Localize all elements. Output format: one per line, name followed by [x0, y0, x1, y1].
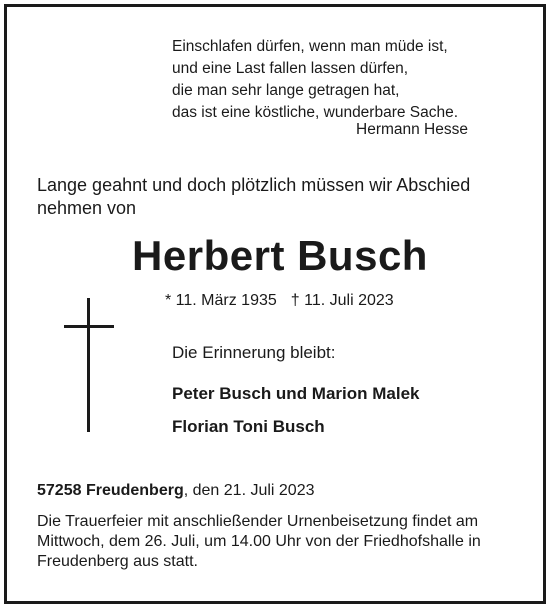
- notice-line: Die Trauerfeier mit anschließender Urnenbeisetzung findet am: [37, 513, 479, 530]
- death-date: † 11. Juli 2023: [290, 292, 394, 309]
- life-dates: [165, 292, 394, 310]
- intro-line: Lange geahnt und doch plötzlich müssen wir Abschied: [37, 175, 471, 195]
- notice-line: Freudenberg aus statt.: [37, 553, 198, 570]
- poem-line: das ist eine köstliche, wunderbare Sache.: [172, 104, 459, 121]
- place-date: [37, 482, 315, 500]
- memory-line: Die Erinnerung bleibt:: [172, 343, 336, 362]
- mourner-name: Florian Toni Busch: [172, 417, 325, 436]
- poem-line: Einschlafen dürfen, wenn man müde ist,: [172, 38, 448, 55]
- poem-line: die man sehr lange getragen hat,: [172, 82, 400, 99]
- intro-line: nehmen von: [37, 198, 137, 218]
- deceased-name: Herbert Busch: [132, 232, 428, 279]
- place-name: 57258 Freudenberg: [37, 482, 184, 499]
- mourner-name: Peter Busch und Marion Malek: [172, 384, 420, 403]
- poem-line: und eine Last fallen lassen dürfen,: [172, 60, 409, 77]
- poem-quote: [172, 36, 512, 124]
- notice-line: Mittwoch, dem 26. Juli, um 14.00 Uhr von der Friedhofshalle in: [37, 533, 481, 550]
- intro-text: [37, 174, 517, 220]
- poem-author: Hermann Hesse: [356, 121, 468, 138]
- cross-icon: [64, 298, 114, 432]
- announcement-date: , den 21. Juli 2023: [183, 482, 315, 499]
- funeral-notice: [37, 512, 527, 572]
- birth-date: * 11. März 1935: [165, 292, 277, 309]
